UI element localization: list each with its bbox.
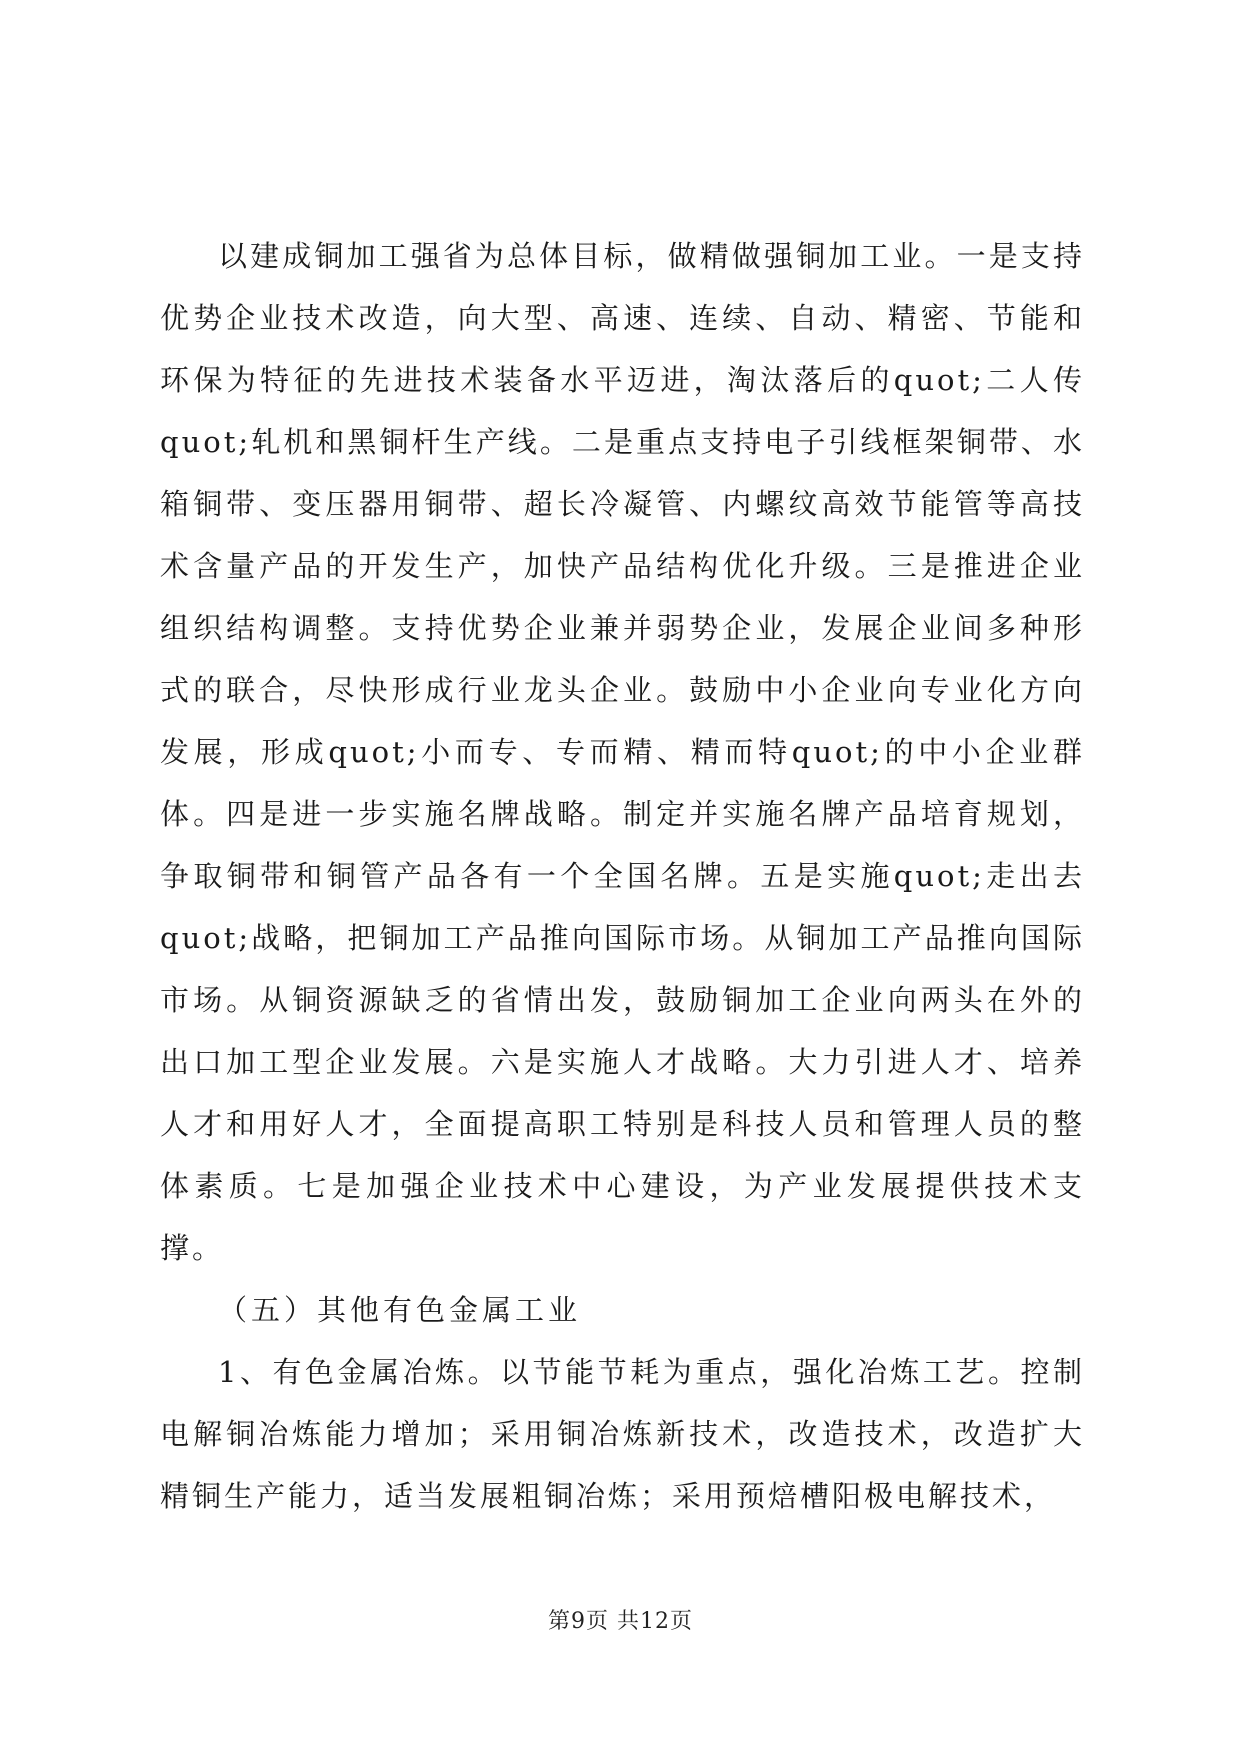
page-label: 第9页 共12页 bbox=[548, 1609, 693, 1634]
page-number-footer bbox=[0, 1604, 1241, 1635]
paragraph-nonferrous-smelting: 1、有色金属冶炼。以节能节耗为重点，强化冶炼工艺。控制电解铜冶炼能力增加；采用铜冶炼新技术，改造技术，改造扩大精铜生产能力，适当发展粗铜冶炼；采用预焙槽阳极电解技术， bbox=[160, 1355, 1085, 1513]
document-body bbox=[160, 225, 1085, 1527]
paragraph-copy-processing-goals: 以建成铜加工强省为总体目标，做精做强铜加工业。一是支持优势企业技术改造，向大型、高速、连续、自动、精密、节能和环保为特征的先进技术装备水平迈进，淘汰落后的quot;二人传quot;轧机和黑铜杆生产线。二是重点支持电子引线框架铜带、水箱铜带、变压器用铜带、超长冷凝管、内螺纹高效节能管等高技术含量产品的开发生产，加快产品结构优化升级。三是推进企业组织结构调整。支持优势企业兼并弱势企业，发展企业间多种形式的联合，尽快形成行业龙头企业。鼓励中小企业向专业化方向发展，形成quot;小而专、专而精、精而特quot;的中小企业群体。四是进一步实施名牌战略。制定并实施名牌产品培育规划，争取铜带和铜管产品各有一个全国名牌。五是实施quot;走出去quot;战略，把铜加工产品推向国际市场。从铜加工产品推向国际市场。从铜资源缺乏的省情出发，鼓励铜加工企业向两头在外的出口加工型企业发展。六是实施人才战略。大力引进人才、培养人才和用好人才，全面提高职工特别是科技人员和管理人员的整体素质。七是加强企业技术中心建设，为产业发展提供技术支撑。 bbox=[160, 239, 1085, 1265]
section-heading-other-nonferrous-metals: （五）其他有色金属工业 bbox=[218, 1293, 582, 1327]
